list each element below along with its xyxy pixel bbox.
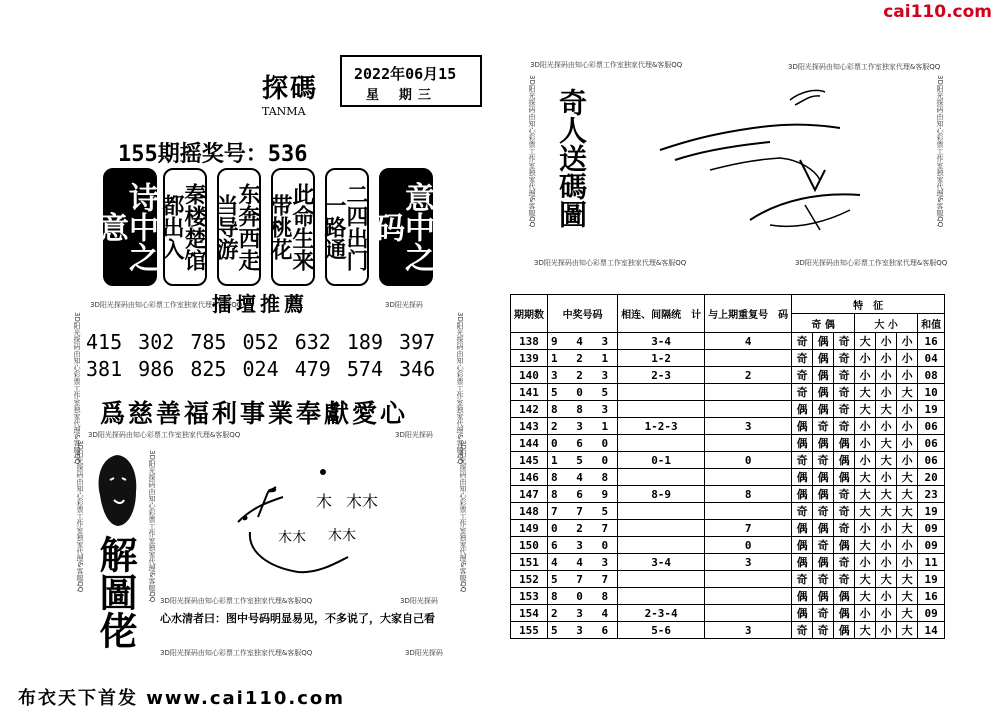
cell-odd-even: 偶	[834, 452, 855, 469]
date-line: 2022年06月15	[354, 65, 457, 83]
cell-odd-even: 偶	[792, 605, 813, 622]
cell-odd-even: 奇	[792, 333, 813, 350]
cell-rep	[705, 605, 792, 622]
cell-lian: 3-4	[618, 554, 705, 571]
cell-big-small: 小	[876, 367, 897, 384]
col-code: 中奖号码	[548, 295, 618, 333]
cell-period: 152	[511, 571, 548, 588]
cell-rep	[705, 350, 792, 367]
cell-code: 2 3 4	[548, 605, 618, 622]
cell-odd-even: 偶	[792, 401, 813, 418]
cell-odd-even: 奇	[813, 537, 834, 554]
cell-lian	[618, 503, 705, 520]
cell-code: 8 4 8	[548, 469, 618, 486]
cell-sum: 10	[918, 384, 945, 401]
cell-odd-even: 偶	[834, 435, 855, 452]
cell-odd-even: 偶	[792, 486, 813, 503]
cell-big-small: 大	[897, 503, 918, 520]
cell-rep: 8	[705, 486, 792, 503]
cell-big-small: 小	[897, 452, 918, 469]
watermark-jietu-top-right: 3D阳光探码	[395, 431, 433, 439]
cell-code: 0 2 7	[548, 520, 618, 537]
slogan: 爲慈善福利事業奉獻愛心	[100, 399, 409, 428]
site-logo[interactable]: cai110.com	[883, 2, 992, 22]
poem-line-4: 二四出门一路通	[325, 168, 369, 286]
recommend-row-2	[86, 357, 435, 381]
cell-big-small: 大	[855, 486, 876, 503]
rec-num: 397	[399, 330, 436, 354]
cell-rep	[705, 571, 792, 588]
cell-odd-even: 奇	[792, 367, 813, 384]
svg-text:木木: 木木	[278, 530, 306, 546]
table-row	[511, 520, 945, 537]
cell-period: 144	[511, 435, 548, 452]
rec-num: 825	[190, 357, 227, 381]
cell-odd-even: 偶	[792, 588, 813, 605]
cell-sum: 11	[918, 554, 945, 571]
watermark-qiren-top-right: 3D阳光探码由知心彩票工作室独家代理&客服QQ	[788, 63, 941, 71]
cell-code: 3 2 3	[548, 367, 618, 384]
cell-period: 150	[511, 537, 548, 554]
table-row	[511, 452, 945, 469]
cell-odd-even: 偶	[792, 435, 813, 452]
cell-big-small: 大	[876, 401, 897, 418]
cell-period: 138	[511, 333, 548, 350]
watermark-jietu-top: 3D阳光探码由知心彩票工作室独家代理&客服QQ	[88, 431, 241, 439]
cell-odd-even: 奇	[834, 350, 855, 367]
watermark-qiren-v2: 3D阳光探码由知心彩票工作室独家代理&客服QQ	[936, 75, 944, 228]
cell-odd-even: 奇	[813, 571, 834, 588]
cell-odd-even: 奇	[834, 401, 855, 418]
cell-odd-even: 奇	[792, 384, 813, 401]
cell-odd-even: 偶	[813, 435, 834, 452]
cell-odd-even: 偶	[792, 469, 813, 486]
cell-big-small: 小	[855, 605, 876, 622]
cell-period: 155	[511, 622, 548, 639]
cell-lian	[618, 520, 705, 537]
table-row	[511, 435, 945, 452]
watermark-jietu-mid-right: 3D阳光探码	[400, 597, 438, 605]
cell-rep	[705, 503, 792, 520]
cell-big-small: 大	[897, 571, 918, 588]
col-big-small: 大 小	[855, 314, 918, 333]
cell-code: 7 7 5	[548, 503, 618, 520]
cell-big-small: 小	[855, 367, 876, 384]
cell-lian	[618, 588, 705, 605]
rec-num: 415	[86, 330, 123, 354]
jietu-drawing	[228, 462, 378, 582]
cell-lian	[618, 435, 705, 452]
qiren-title: 奇人送碼圖	[555, 88, 588, 228]
cell-odd-even: 奇	[813, 418, 834, 435]
cell-period: 151	[511, 554, 548, 571]
cell-big-small: 小	[876, 350, 897, 367]
cell-big-small: 小	[876, 588, 897, 605]
cell-period: 154	[511, 605, 548, 622]
cell-period: 142	[511, 401, 548, 418]
cell-odd-even: 偶	[813, 401, 834, 418]
cell-big-small: 小	[876, 333, 897, 350]
rec-num: 986	[138, 357, 175, 381]
cell-big-small: 大	[855, 333, 876, 350]
left-badge: 诗中之意	[103, 168, 157, 286]
cell-sum: 19	[918, 401, 945, 418]
cell-big-small: 大	[897, 588, 918, 605]
rec-num: 052	[242, 330, 279, 354]
recommend-title: 擂壇推薦	[212, 292, 308, 316]
cell-lian: 8-9	[618, 486, 705, 503]
cell-rep: 0	[705, 537, 792, 554]
table-row	[511, 605, 945, 622]
cell-sum: 19	[918, 571, 945, 588]
watermark-jietu-v3: 3D阳光探码由知心彩票工作室独家代理&客服QQ	[459, 440, 467, 593]
cell-odd-even: 偶	[834, 469, 855, 486]
cell-rep: 4	[705, 333, 792, 350]
cell-big-small: 小	[876, 469, 897, 486]
cell-rep	[705, 469, 792, 486]
draw-result: 155期摇奖号：536	[118, 142, 308, 167]
cell-big-small: 大	[876, 452, 897, 469]
cell-odd-even: 奇	[834, 384, 855, 401]
cell-odd-even: 偶	[834, 605, 855, 622]
cell-odd-even: 奇	[834, 486, 855, 503]
cell-big-small: 大	[897, 486, 918, 503]
cell-lian: 5-6	[618, 622, 705, 639]
cell-odd-even: 偶	[813, 469, 834, 486]
cell-odd-even: 偶	[834, 588, 855, 605]
cell-code: 8 6 9	[548, 486, 618, 503]
cell-period: 148	[511, 503, 548, 520]
cell-lian	[618, 571, 705, 588]
poem-line-1: 秦楼楚馆都出入	[163, 168, 207, 286]
cell-period: 143	[511, 418, 548, 435]
cell-big-small: 大	[876, 503, 897, 520]
cell-big-small: 大	[855, 401, 876, 418]
cell-odd-even: 偶	[792, 554, 813, 571]
cell-sum: 20	[918, 469, 945, 486]
cell-sum: 06	[918, 452, 945, 469]
cell-period: 141	[511, 384, 548, 401]
watermark-v2: 3D阳光探码由知心彩票工作室独家代理&客服QQ	[456, 312, 464, 465]
cell-odd-even: 偶	[813, 350, 834, 367]
cell-rep	[705, 384, 792, 401]
cell-big-small: 大	[855, 588, 876, 605]
cell-big-small: 大	[855, 384, 876, 401]
cell-rep: 3	[705, 622, 792, 639]
table-row	[511, 622, 945, 639]
table-row	[511, 367, 945, 384]
cell-odd-even: 偶	[813, 520, 834, 537]
cell-big-small: 小	[897, 537, 918, 554]
svg-text:木木: 木木	[346, 492, 378, 511]
cell-rep: 3	[705, 554, 792, 571]
rec-num: 381	[86, 357, 123, 381]
cell-big-small: 小	[855, 350, 876, 367]
cell-big-small: 小	[876, 554, 897, 571]
cell-odd-even: 奇	[834, 503, 855, 520]
cell-code: 5 3 6	[548, 622, 618, 639]
watermark-v1: 3D阳光探码由知心彩票工作室独家代理&客服QQ	[73, 312, 81, 465]
cell-lian: 0-1	[618, 452, 705, 469]
cell-code: 6 3 0	[548, 537, 618, 554]
cell-code: 9 4 3	[548, 333, 618, 350]
table-row	[511, 333, 945, 350]
svg-text:木木: 木木	[328, 528, 356, 544]
jietu-hint: 心水清者曰：图中号码明显易见，不多说了，大家自己看	[160, 612, 435, 625]
cell-odd-even: 偶	[813, 333, 834, 350]
cell-big-small: 小	[855, 452, 876, 469]
cell-odd-even: 奇	[813, 503, 834, 520]
rec-num: 632	[294, 330, 331, 354]
cell-sum: 23	[918, 486, 945, 503]
cell-rep: 2	[705, 367, 792, 384]
cell-big-small: 小	[897, 333, 918, 350]
rec-num: 346	[399, 357, 436, 381]
cell-lian: 2-3	[618, 367, 705, 384]
cell-big-small: 小	[897, 418, 918, 435]
cell-sum: 16	[918, 333, 945, 350]
tanma-title: 探碼	[262, 74, 319, 104]
cell-big-small: 小	[897, 554, 918, 571]
cell-sum: 06	[918, 435, 945, 452]
table-row	[511, 384, 945, 401]
cell-big-small: 大	[855, 537, 876, 554]
watermark-jietu-bottom: 3D阳光探码由知心彩票工作室独家代理&客服QQ	[160, 649, 313, 657]
cell-big-small: 小	[876, 520, 897, 537]
cell-lian	[618, 469, 705, 486]
cell-odd-even: 偶	[792, 520, 813, 537]
cell-big-small: 小	[897, 350, 918, 367]
cell-big-small: 大	[897, 605, 918, 622]
col-sum: 和值	[918, 314, 945, 333]
cell-odd-even: 奇	[792, 571, 813, 588]
cell-big-small: 大	[897, 469, 918, 486]
cell-big-small: 小	[855, 418, 876, 435]
cell-big-small: 大	[876, 435, 897, 452]
cell-odd-even: 奇	[792, 622, 813, 639]
cell-odd-even: 偶	[792, 418, 813, 435]
table-row	[511, 418, 945, 435]
cell-odd-even: 偶	[834, 622, 855, 639]
cell-sum: 04	[918, 350, 945, 367]
cell-big-small: 小	[876, 418, 897, 435]
cell-big-small: 小	[897, 401, 918, 418]
cell-odd-even: 偶	[813, 588, 834, 605]
history-table	[510, 294, 945, 639]
cell-code: 2 3 1	[548, 418, 618, 435]
cell-odd-even: 偶	[813, 486, 834, 503]
cell-big-small: 大	[855, 503, 876, 520]
cell-odd-even: 偶	[813, 367, 834, 384]
cell-odd-even: 奇	[813, 605, 834, 622]
cell-odd-even: 奇	[834, 554, 855, 571]
cell-big-small: 小	[876, 384, 897, 401]
cell-rep	[705, 588, 792, 605]
watermark-jietu-v2: 3D阳光探码由知心彩票工作室独家代理&客服QQ	[148, 450, 156, 603]
cell-lian: 1-2	[618, 350, 705, 367]
cell-big-small: 大	[855, 571, 876, 588]
col-rep: 与上期重复号 码	[705, 295, 792, 333]
cell-lian: 3-4	[618, 333, 705, 350]
cell-rep	[705, 401, 792, 418]
cell-odd-even: 奇	[792, 503, 813, 520]
table-row	[511, 401, 945, 418]
table-row	[511, 537, 945, 554]
cell-rep: 3	[705, 418, 792, 435]
cell-period: 140	[511, 367, 548, 384]
watermark-jietu-mid: 3D阳光探码由知心彩票工作室独家代理&客服QQ	[160, 597, 313, 605]
watermark-qiren-bottom: 3D阳光探码由知心彩票工作室独家代理&客服QQ	[534, 259, 687, 267]
cell-big-small: 小	[855, 435, 876, 452]
cell-big-small: 小	[876, 622, 897, 639]
svg-text:木: 木	[316, 492, 333, 511]
watermark-qiren-bottom-right: 3D阳光探码由知心彩票工作室独家代理&客服QQ	[795, 259, 948, 267]
cell-odd-even: 偶	[834, 537, 855, 554]
cell-odd-even: 奇	[834, 367, 855, 384]
cell-odd-even: 奇	[834, 333, 855, 350]
cell-odd-even: 偶	[813, 554, 834, 571]
watermark-top-left: 3D阳光探码由知心彩票工作室独家代理&客服QQ	[90, 301, 243, 309]
cell-big-small: 大	[855, 622, 876, 639]
rec-num: 479	[294, 357, 331, 381]
cell-period: 139	[511, 350, 548, 367]
table-row	[511, 588, 945, 605]
watermark-top-right: 3D阳光探码	[385, 301, 423, 309]
table-row	[511, 554, 945, 571]
cell-code: 8 8 3	[548, 401, 618, 418]
col-features: 特 征	[792, 295, 945, 314]
cell-odd-even: 奇	[813, 452, 834, 469]
cell-code: 1 5 0	[548, 452, 618, 469]
rec-num: 024	[242, 357, 279, 381]
table-row	[511, 486, 945, 503]
col-odd-even: 奇 偶	[792, 314, 855, 333]
cell-big-small: 大	[855, 469, 876, 486]
cell-period: 146	[511, 469, 548, 486]
cell-code: 4 4 3	[548, 554, 618, 571]
cell-sum: 19	[918, 503, 945, 520]
rec-num: 302	[138, 330, 175, 354]
cell-big-small: 大	[897, 622, 918, 639]
poem-line-2: 东奔西走当导游	[217, 168, 261, 286]
cell-big-small: 小	[897, 435, 918, 452]
cell-code: 8 0 8	[548, 588, 618, 605]
cell-big-small: 大	[876, 571, 897, 588]
cell-sum: 09	[918, 605, 945, 622]
cell-period: 145	[511, 452, 548, 469]
cell-lian	[618, 384, 705, 401]
watermark-qiren-v1: 3D阳光探码由知心彩票工作室独家代理&客服QQ	[528, 75, 536, 228]
cell-odd-even: 奇	[792, 452, 813, 469]
cell-big-small: 小	[876, 537, 897, 554]
cell-big-small: 小	[855, 554, 876, 571]
cell-big-small: 小	[876, 605, 897, 622]
col-period: 期期数	[511, 295, 548, 333]
cell-lian	[618, 537, 705, 554]
cell-sum: 09	[918, 537, 945, 554]
cell-sum: 06	[918, 418, 945, 435]
portrait-image	[92, 450, 142, 530]
watermark-jietu-v1: 3D阳光探码由知心彩票工作室独家代理&客服QQ	[76, 440, 84, 593]
jietu-title: 解圖佬	[93, 535, 138, 649]
table-row	[511, 350, 945, 367]
qiren-drawing	[650, 80, 910, 250]
cell-period: 147	[511, 486, 548, 503]
tanma-subtitle: TANMA	[262, 105, 306, 118]
cell-big-small: 小	[897, 367, 918, 384]
rec-num: 785	[190, 330, 227, 354]
cell-sum: 16	[918, 588, 945, 605]
cell-lian: 2-3-4	[618, 605, 705, 622]
date-box	[340, 55, 482, 107]
cell-rep: 0	[705, 452, 792, 469]
cell-period: 149	[511, 520, 548, 537]
cell-sum: 08	[918, 367, 945, 384]
footer-credit[interactable]: 布衣天下首发 www.cai110.com	[18, 688, 346, 709]
cell-period: 153	[511, 588, 548, 605]
cell-big-small: 大	[876, 486, 897, 503]
cell-code: 5 7 7	[548, 571, 618, 588]
watermark-jietu-bottom-right: 3D阳光探码	[405, 649, 443, 657]
table-row	[511, 571, 945, 588]
cell-odd-even: 偶	[792, 537, 813, 554]
recommend-row-1	[86, 330, 435, 354]
cell-odd-even: 奇	[792, 350, 813, 367]
cell-odd-even: 奇	[834, 571, 855, 588]
rec-num: 574	[346, 357, 383, 381]
cell-sum: 09	[918, 520, 945, 537]
cell-rep	[705, 435, 792, 452]
cell-big-small: 大	[897, 384, 918, 401]
cell-code: 0 6 0	[548, 435, 618, 452]
cell-code: 1 2 1	[548, 350, 618, 367]
weekday: 星 期三	[366, 88, 437, 103]
cell-odd-even: 偶	[813, 384, 834, 401]
col-lian: 相连、间隔统 计	[618, 295, 705, 333]
cell-big-small: 小	[855, 520, 876, 537]
watermark-qiren-top: 3D阳光探码由知心彩票工作室独家代理&客服QQ	[530, 61, 683, 69]
poem-line-3: 此命生来带桃花	[271, 168, 315, 286]
cell-rep: 7	[705, 520, 792, 537]
cell-lian	[618, 401, 705, 418]
table-row	[511, 503, 945, 520]
cell-odd-even: 奇	[813, 622, 834, 639]
rec-num: 189	[346, 330, 383, 354]
cell-code: 5 0 5	[548, 384, 618, 401]
right-badge: 意中之码	[379, 168, 433, 286]
cell-odd-even: 奇	[834, 520, 855, 537]
cell-odd-even: 奇	[834, 418, 855, 435]
cell-big-small: 大	[897, 520, 918, 537]
cell-lian: 1-2-3	[618, 418, 705, 435]
cell-sum: 14	[918, 622, 945, 639]
table-row	[511, 469, 945, 486]
